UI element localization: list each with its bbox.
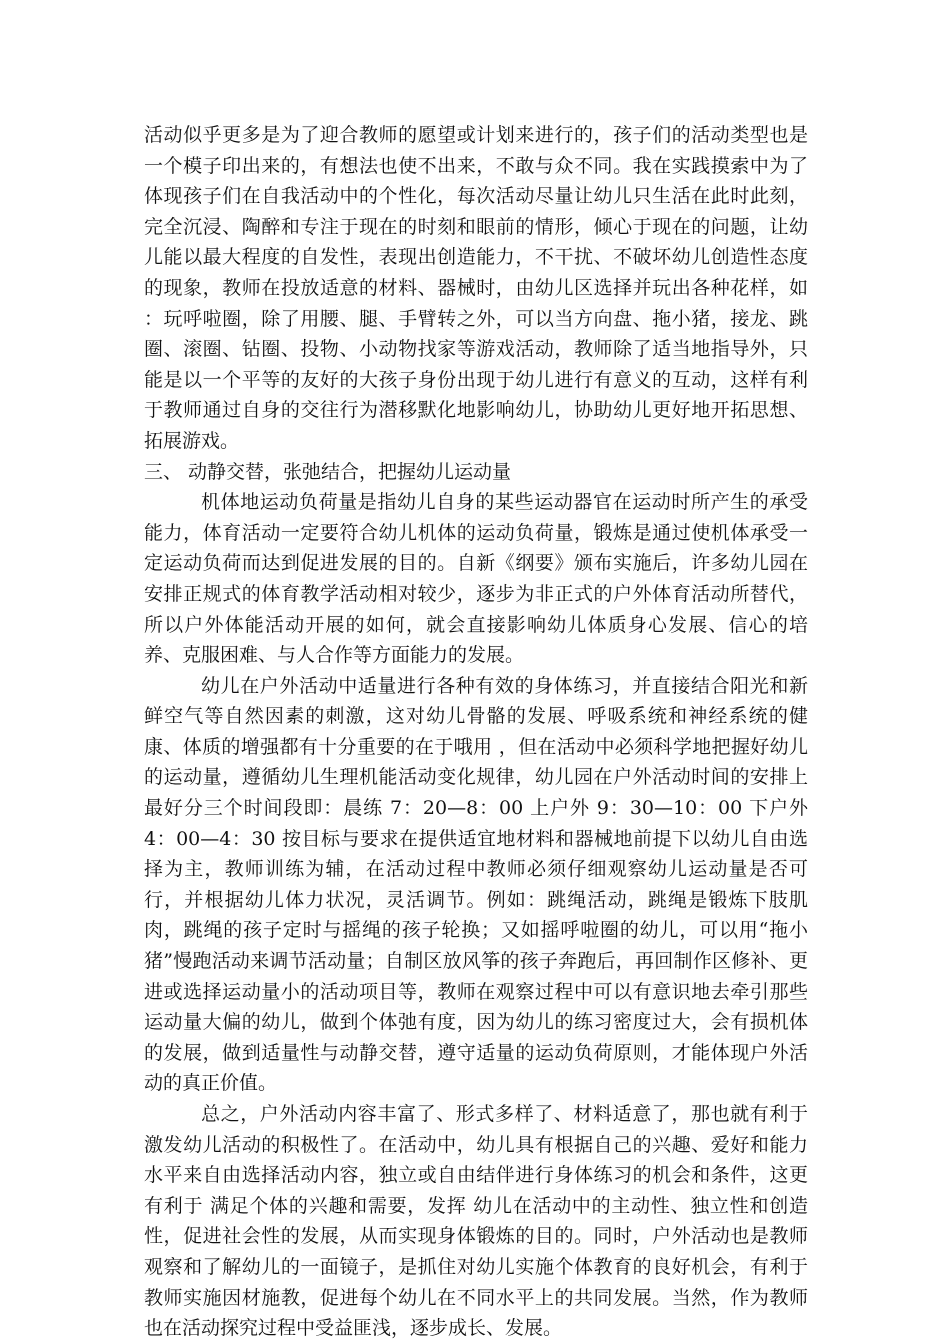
paragraph-summary: 总之，户外活动内容丰富了、形式多样了、材料适意了，那也就有利于激发幼儿活动的积极性了。在活动中，幼儿具有根据自己的兴趣、爱好和能力水平来自由选择活动内容，独立或自由结伴进行身体练习的机会和条件，这更有利于 满足个体的兴趣和需要，发挥 幼儿在活动中的主动性、独立性和创造性，促进社会性的发展，从而实现身体锻炼的目的。同时，户外活动也是教师观察和了解幼儿的一面镜子，是抓住对幼儿实施个体教育的良好机会，有利于教师实施因材施教，促进每个幼儿在不同水平上的共同发展。当然，作为教师也在活动探究过程中受益匪浅，逐步成长、发展。	[144, 1103, 808, 1340]
paragraph-exercise: 幼儿在户外活动中适量进行各种有效的身体练习，并直接结合阳光和新鲜空气等自然因素的刺激，这对幼儿骨骼的发展、呼吸系统和神经系统的健康、体质的增强都有十分重要的在于哦用 ，但在活动中必须科学地把握好幼儿的运动量，遵循幼儿生理机能活动变化规律，幼儿园在户外活动时间的安排上最好分三个时间段即：晨练 7：20—8：00 上户外 9：30—10：00 下户外 4：00—4：30 按目标与要求在提供适宜地材料和器械地前提下以幼儿自由选择为主，教师训练为辅，在活动过程中教师必须仔细观察幼儿运动量是否可行，并根据幼儿体力状况，灵活调节。例如：跳绳活动，跳绳是锻炼下肢肌肉，跳绳的孩子定时与摇绳的孩子轮换；又如摇呼啦圈的幼儿，可以用“拖小猪”慢跑活动来调节活动量；自制区放风筝的孩子奔跑后，再回制作区修补、更进或选择运动量小的活动项目等，教师在观察过程中可以有意识地去牵引那些运动量大偏的幼儿，做到个体弛有度，因为幼儿的练习密度过大，会有损机体的发展，做到适量性与动静交替，遵守适量的运动负荷原则，才能体现户外活动的真正价值。	[144, 674, 808, 1095]
paragraph-load: 机体地运动负荷量是指幼儿自身的某些运动器官在运动时所产生的承受能力，体育活动一定要符合幼儿机体的运动负荷量，锻炼是通过使机体承受一定运动负荷而达到促进发展的目的。自新《纲要》颁布实施后，许多幼儿园在安排正规式的体育教学活动相对较少，逐步为非正式的户外体育活动所替代，所以户外体能活动开展的如何，就会直接影响幼儿体质身心发展、信心的培养、克服困难、与人合作等方面能力的发展。	[144, 491, 808, 667]
paragraph-intro: 活动似乎更多是为了迎合教师的愿望或计划来进行的，孩子们的活动类型也是一个模子印出来的，有想法也使不出来，不敢与众不同。我在实践摸索中为了体现孩子们在自我活动中的个性化，每次活动尽量让幼儿只生活在此时此刻，完全沉浸、陶醉和专注于现在的时刻和眼前的情形，倾心于现在的问题，让幼儿能以最大程度的自发性，表现出创造能力，不干扰、不破坏幼儿创造性态度的现象，教师在投放适意的材料、器械时，由幼儿区选择并玩出各种花样，如 ：玩呼啦圈，除了用腰、腿、手臂转之外，可以当方向盘、拖小猪，接龙、跳圈、滚圈、钻圈、投物、小动物找家等游戏活动，教师除了适当地指导外，只能是以一个平等的友好的大孩子身份出现于幼儿进行有意义的互动，这样有利于教师通过自身的交往行为潜移默化地影响幼儿，协助幼儿更好地开拓思想、拓展游戏。	[144, 124, 808, 452]
section-heading-3: 三、 动静交替，张弛结合，把握幼儿运动量	[144, 460, 512, 483]
document-body	[144, 120, 808, 1344]
